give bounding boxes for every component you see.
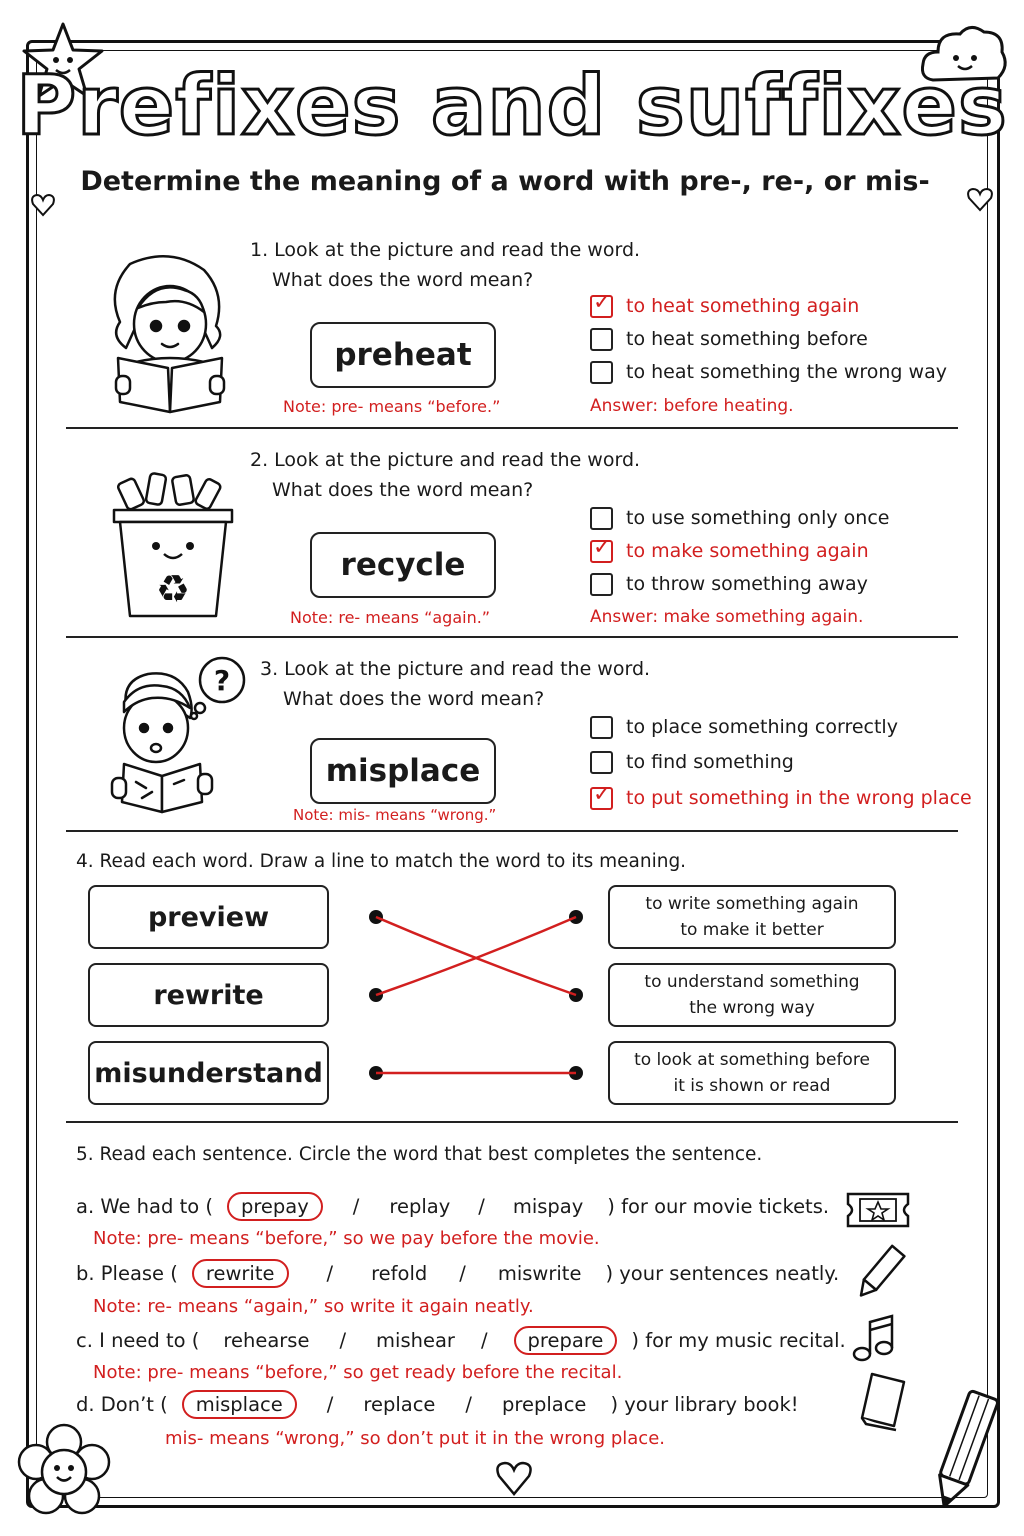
page-subtitle: Determine the meaning of a word with pre-, re-, or mis- bbox=[80, 166, 930, 197]
music-note-icon bbox=[850, 1314, 896, 1366]
word-choice[interactable]: mishear bbox=[376, 1329, 455, 1352]
word-choice[interactable]: refold bbox=[371, 1262, 428, 1285]
word-choice-circled[interactable]: rewrite bbox=[192, 1259, 289, 1288]
q3-option-1-label: to place something correctly bbox=[626, 716, 898, 738]
word-choice[interactable]: mispay bbox=[512, 1195, 584, 1218]
match-meaning-2-label: to understand something the wrong way bbox=[644, 972, 860, 1018]
q2-instruction: 2. Look at the picture and read the word. bbox=[250, 449, 641, 471]
q5-note-a: Note: pre- means “before,” so we pay before the movie. bbox=[93, 1228, 600, 1249]
q3-word-box: misplace bbox=[310, 738, 496, 804]
q5-note-c: Note: pre- means “before,” so get ready before the recital. bbox=[93, 1362, 623, 1383]
divider bbox=[66, 1121, 958, 1123]
choice-separator: / bbox=[480, 1329, 488, 1352]
word-choice[interactable]: miswrite bbox=[497, 1262, 582, 1285]
q3-instruction: 3. Look at the picture and read the word. bbox=[260, 658, 651, 680]
sentence-tail: ) for my music recital. bbox=[631, 1329, 846, 1352]
book-icon bbox=[858, 1370, 908, 1430]
q3-option-3-label: to put something in the wrong place bbox=[626, 787, 972, 809]
match-word-2-label: rewrite bbox=[153, 979, 264, 1011]
q1-option-2-label: to heat something before bbox=[626, 328, 868, 350]
choice-separator: / bbox=[459, 1262, 466, 1285]
sentence-lead: a. We had to ( bbox=[76, 1195, 213, 1218]
q2-option-3-label: to throw something away bbox=[626, 573, 868, 595]
q2-option-1-label: to use something only once bbox=[626, 507, 890, 529]
q3-note: Note: mis- means “wrong.” bbox=[293, 806, 497, 824]
q1-answer: Answer: before heating. bbox=[590, 396, 794, 416]
q5-sentence-d bbox=[76, 1392, 799, 1417]
q5-note-d: mis- means “wrong,” so don’t put it in the wrong place. bbox=[165, 1428, 665, 1449]
q1-option-3-label: to heat something the wrong way bbox=[626, 361, 947, 383]
q5-sentence-c bbox=[76, 1328, 846, 1353]
sentence-lead: d. Don’t ( bbox=[76, 1393, 168, 1416]
q2-question: What does the word mean? bbox=[272, 479, 534, 501]
match-meaning-3-label: to look at something before it is shown or read bbox=[634, 1050, 870, 1096]
choice-separator: / bbox=[478, 1195, 485, 1218]
sentence-tail: ) your library book! bbox=[610, 1393, 799, 1416]
question-mark: ? bbox=[213, 664, 231, 697]
word-choice[interactable]: rehearse bbox=[223, 1329, 310, 1352]
match-meaning-1-label: to write something again to make it better bbox=[645, 894, 859, 940]
word-choice[interactable]: replace bbox=[363, 1393, 436, 1416]
pencil-icon bbox=[850, 1244, 908, 1304]
q1-instruction: 1. Look at the picture and read the word. bbox=[250, 239, 641, 261]
q3-question: What does the word mean? bbox=[283, 688, 545, 710]
q5-sentence-b bbox=[76, 1261, 839, 1286]
svg-text:♻: ♻ bbox=[155, 567, 191, 611]
choice-separator: / bbox=[326, 1393, 334, 1416]
q2-option-2-label: to make something again bbox=[626, 540, 869, 562]
q2-word-box: recycle bbox=[310, 532, 496, 598]
sentence-lead: c. I need to ( bbox=[76, 1329, 200, 1352]
word-choice-circled[interactable]: prepay bbox=[227, 1192, 323, 1221]
q1-option-1-label: to heat something again bbox=[626, 295, 860, 317]
sentence-tail: ) your sentences neatly. bbox=[605, 1262, 840, 1285]
match-word-1-label: preview bbox=[147, 901, 270, 933]
choice-separator: / bbox=[352, 1195, 360, 1218]
word-choice[interactable]: replay bbox=[389, 1195, 451, 1218]
q1-note: Note: pre- means “before.” bbox=[283, 397, 501, 416]
ticket-icon bbox=[844, 1188, 912, 1232]
q3-option-2-label: to find something bbox=[626, 751, 794, 773]
q1-word-box: preheat bbox=[310, 322, 496, 388]
word-choice-circled[interactable]: prepare bbox=[514, 1326, 618, 1355]
q2-answer: Answer: make something again. bbox=[590, 607, 864, 627]
q5-instruction: 5. Read each sentence. Circle the word that best completes the sentence. bbox=[76, 1144, 763, 1165]
match-word-3-label: misunderstand bbox=[94, 1057, 323, 1089]
sentence-lead: b. Please ( bbox=[76, 1262, 178, 1285]
q5-sentence-a bbox=[76, 1194, 829, 1219]
word-choice-circled[interactable]: misplace bbox=[182, 1390, 297, 1419]
q4-instruction: 4. Read each word. Draw a line to match the word to its meaning. bbox=[76, 851, 687, 872]
q5-note-b: Note: re- means “again,” so write it again neatly. bbox=[93, 1296, 534, 1317]
choice-separator: / bbox=[326, 1262, 334, 1285]
choice-separator: / bbox=[339, 1329, 347, 1352]
page-title: Prefixes and suffixes bbox=[16, 59, 1008, 154]
q2-note: Note: re- means “again.” bbox=[290, 608, 491, 627]
q1-question: What does the word mean? bbox=[272, 269, 534, 291]
word-choice[interactable]: preplace bbox=[502, 1393, 587, 1416]
sentence-tail: ) for our movie tickets. bbox=[607, 1195, 830, 1218]
choice-separator: / bbox=[465, 1393, 472, 1416]
